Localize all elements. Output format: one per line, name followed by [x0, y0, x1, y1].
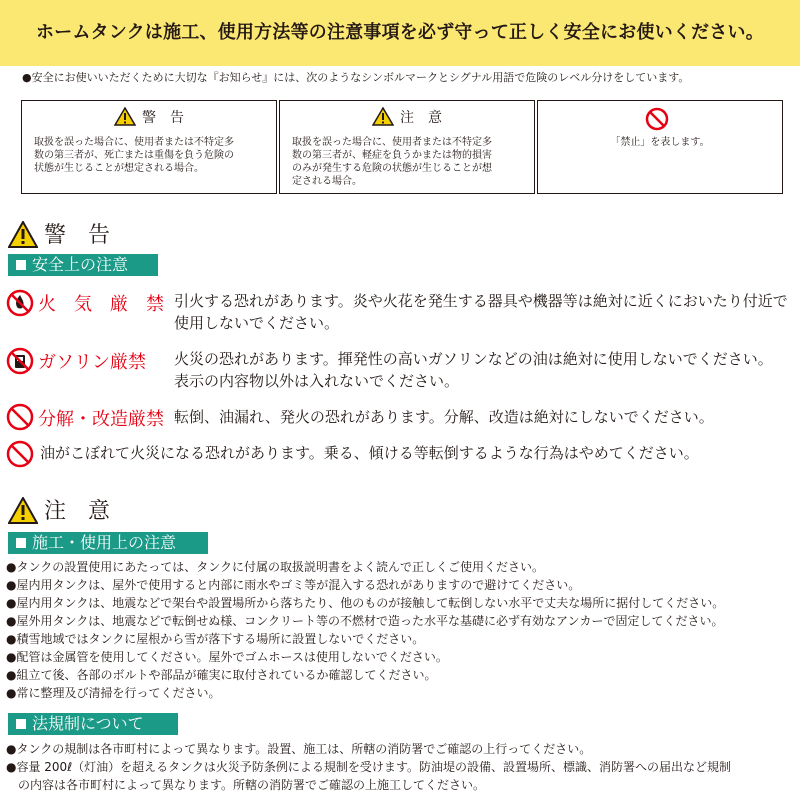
- safety-subsection-title: 安全上の注意: [32, 255, 129, 274]
- legend-caution-head: [280, 107, 534, 127]
- legend-prohibited-head: [538, 107, 782, 131]
- rule-line: 火災の恐れがあります。揮発性の高いガソリンなどの油は絶対に使用しないでください。: [174, 350, 773, 368]
- legend-caution-line: 数の第三者が、軽症を負うかまたは物的損害: [292, 150, 492, 161]
- rule-label-fire: 火 気 厳 禁: [38, 294, 164, 315]
- square-bullet-icon: [16, 260, 26, 270]
- install-subsection-title: 施工・使用上の注意: [32, 533, 177, 552]
- list-item: ●常に整理及び清掃を行ってください。: [6, 686, 221, 700]
- legend-warning-line: 状態が生じることが想定される場合。: [34, 163, 204, 174]
- list-item: ●積雪地域ではタンクに屋根から雪が落下する場所に設置しないでください。: [6, 632, 425, 646]
- rule-line: 油がこぼれて火災になる恐れがあります。乗る、傾ける等転倒するような行為はやめてください。: [40, 444, 699, 462]
- square-bullet-icon: [16, 538, 26, 548]
- list-item: ●容量 200ℓ（灯油）を超えるタンクは火災予防条例による規制を受けます。防油堤の設備、設置場所、標識、消防署への届出など規制: [6, 760, 731, 774]
- list-item: ●配管は金属管を使用してください。屋外でゴムホースは使用しないでください。: [6, 650, 448, 664]
- caution-section-title: [8, 494, 110, 525]
- caution-triangle-icon: [8, 497, 38, 524]
- list-item: の内容は各市町村によって異なります。所轄の消防署でご確認の上施工してください。: [6, 778, 486, 792]
- warning-triangle-icon: [114, 107, 136, 126]
- no-gasoline-icon: [6, 347, 34, 375]
- law-subsection-title: 法規制について: [32, 714, 144, 733]
- legend-warning-box: [21, 100, 277, 194]
- rule-text-tipover: [40, 442, 699, 464]
- warning-title-text: 警 告: [44, 223, 111, 248]
- rule-line: 表示の内容物以外は入れないでください。: [174, 372, 460, 390]
- list-item: ●タンクの規制は各市町村によって異なります。設置、施工は、所轄の消防署でご確認の上行ってください。: [6, 742, 592, 756]
- legend-caution-line: 定される場合。: [292, 176, 362, 187]
- caution-title-text: 注 意: [44, 499, 111, 524]
- rule-line: 引火する恐れがあります。炎や火花を発生する器具や機器等は絶対に近くにおいたり付近で: [174, 292, 788, 310]
- square-bullet-icon: [16, 719, 26, 729]
- legend-warning-line: 取扱を誤った場合に、使用者または不特定多: [34, 137, 234, 148]
- rule-text-disassembly: [174, 406, 714, 428]
- list-item: ●組立て後、各部のボルトや部品が確実に取付されているか確認してください。: [6, 668, 437, 682]
- legend-caution-text: [292, 136, 526, 188]
- warning-triangle-icon: [8, 221, 38, 248]
- legend-caution-line: 取扱を誤った場合に、使用者または不特定多: [292, 137, 492, 148]
- legend-caution-box: [279, 100, 535, 194]
- prohibited-icon: [645, 107, 669, 131]
- legend-caution-title: 注 意: [400, 110, 442, 126]
- list-item: ●屋外用タンクは、地震などで転倒せぬ様、コンクリート等の不燃材で造った水平な基礎に必ず有効なアンカーで固定してください。: [6, 614, 724, 628]
- rule-text-gasoline: [174, 348, 773, 392]
- safety-subsection-bar: [8, 254, 158, 276]
- rule-line: 転倒、油漏れ、発火の恐れがあります。分解、改造は絶対にしないでください。: [174, 408, 714, 426]
- rule-line: 使用しないでください。: [174, 314, 340, 332]
- warning-section-title: [8, 218, 110, 249]
- legend-caution-line: のみが発生する危険の状態が生じることが想: [292, 163, 492, 174]
- legend-prohibited-text: 「禁止」を表します。: [610, 137, 710, 148]
- legend-warning-text: [34, 136, 268, 175]
- list-item: ●屋内用タンクは、屋外で使用すると内部に雨水やゴミ等が混入する恐れがありますので避けてください。: [6, 578, 581, 592]
- legend-warning-title: 警 告: [142, 110, 184, 126]
- caution-triangle-icon: [372, 107, 394, 126]
- intro-text: ●安全にお使いいただくために大切な『お知らせ』には、次のようなシンボルマークとシグナル用語で危険のレベル分けをしています。: [22, 71, 690, 84]
- rule-text-fire: [174, 290, 788, 334]
- install-subsection-bar: [8, 532, 208, 554]
- rule-label-gasoline: ガソリン厳禁: [38, 352, 146, 373]
- legend-warning-line: 数の第三者が、死亡または重傷を負う危険の: [34, 150, 234, 161]
- prohibited-icon: [6, 403, 34, 431]
- no-fire-icon: [6, 289, 34, 317]
- legend-prohibited-box: [537, 100, 783, 194]
- list-item: ●屋内用タンクは、地震などで架台や設置場所から落ちたり、他のものが接触して転倒しない水平で丈夫な場所に据付してください。: [6, 596, 725, 610]
- prohibited-icon: [6, 440, 34, 468]
- rule-label-disassembly: 分解・改造厳禁: [38, 409, 164, 430]
- legend-warning-head: [22, 107, 276, 127]
- banner-title: ホームタンクは施工、使用方法等の注意事項を必ず守って正しく安全にお使いください。: [36, 22, 764, 43]
- list-item: ●タンクの設置使用にあたっては、タンクに付属の取扱説明書をよく読んで正しくご使用ください。: [6, 560, 544, 574]
- law-subsection-bar: [8, 713, 178, 735]
- header-banner: [0, 0, 800, 66]
